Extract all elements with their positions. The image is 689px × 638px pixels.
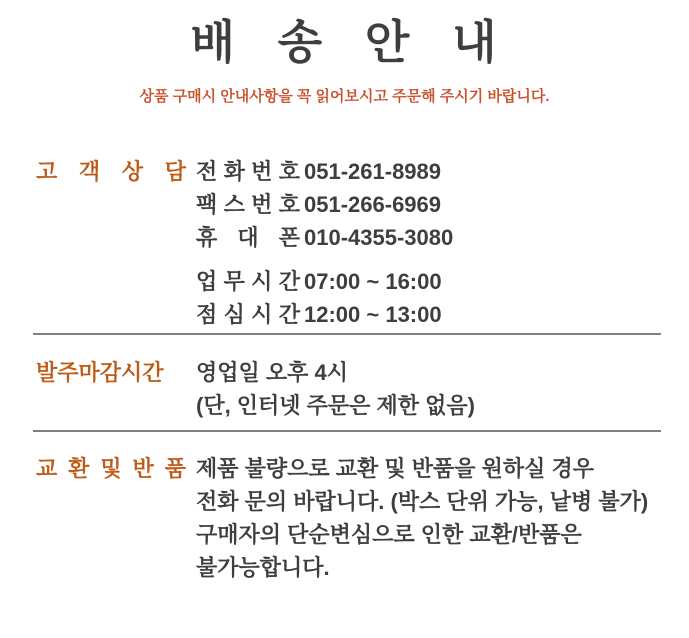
hours-value-business: 07:00 ~ 16:00 xyxy=(304,269,442,294)
contact-value-phone: 051-261-8989 xyxy=(304,159,442,184)
section-heading-exchange-returns: 교 환 및 반 품 xyxy=(36,456,186,481)
deadline-line-1: 영업일 오후 4시 xyxy=(196,360,348,385)
contact-label-mobile: 휴 대 폰 xyxy=(196,225,300,250)
hours-label-lunch: 점 심 시 간 xyxy=(196,302,300,327)
hours-row-lunch xyxy=(196,298,661,331)
page-content-2 xyxy=(0,356,689,422)
section-body-customer-service xyxy=(196,155,661,331)
divider-1 xyxy=(33,333,661,335)
section-body-exchange-returns xyxy=(196,452,661,584)
section-customer-service xyxy=(36,155,661,331)
returns-line-1: 제품 불량으로 교환 및 반품을 원하실 경우 xyxy=(196,456,594,481)
section-exchange-returns xyxy=(36,452,661,584)
contact-label-phone: 전 화 번 호 xyxy=(196,159,300,184)
page-title: 배 송 안 내 xyxy=(190,16,499,68)
contact-value-mobile: 010-4355-3080 xyxy=(304,225,454,250)
returns-line-2: 전화 문의 바랍니다. (박스 단위 가능, 낱병 불가) xyxy=(196,489,649,514)
contact-label-fax: 팩 스 번 호 xyxy=(196,192,300,217)
hours-group xyxy=(196,265,661,331)
hours-value-lunch: 12:00 ~ 13:00 xyxy=(304,302,442,327)
divider-2 xyxy=(33,430,661,432)
hours-row-business xyxy=(196,265,661,298)
hours-label-business: 업 무 시 간 xyxy=(196,269,300,294)
section-order-deadline xyxy=(36,356,661,422)
page-content-3 xyxy=(0,452,689,584)
returns-line-3: 구매자의 단순변심으로 인한 교환/반품은 xyxy=(196,522,582,547)
page-content xyxy=(0,155,689,331)
contact-row-phone xyxy=(196,155,661,188)
deadline-line-2: (단, 인터넷 주문은 제한 없음) xyxy=(196,393,475,418)
section-heading-order-deadline: 발주마감시간 xyxy=(36,360,164,385)
page-subtitle: 상품 구매시 안내사항을 꼭 읽어보시고 주문해 주시기 바랍니다. xyxy=(139,88,550,105)
contact-row-mobile xyxy=(196,221,661,254)
contact-value-fax: 051-266-6969 xyxy=(304,192,442,217)
contact-row-fax xyxy=(196,188,661,221)
section-body-order-deadline xyxy=(196,356,661,422)
section-heading-customer-service: 고 객 상 담 xyxy=(36,159,186,184)
returns-line-4: 불가능합니다. xyxy=(196,555,330,580)
